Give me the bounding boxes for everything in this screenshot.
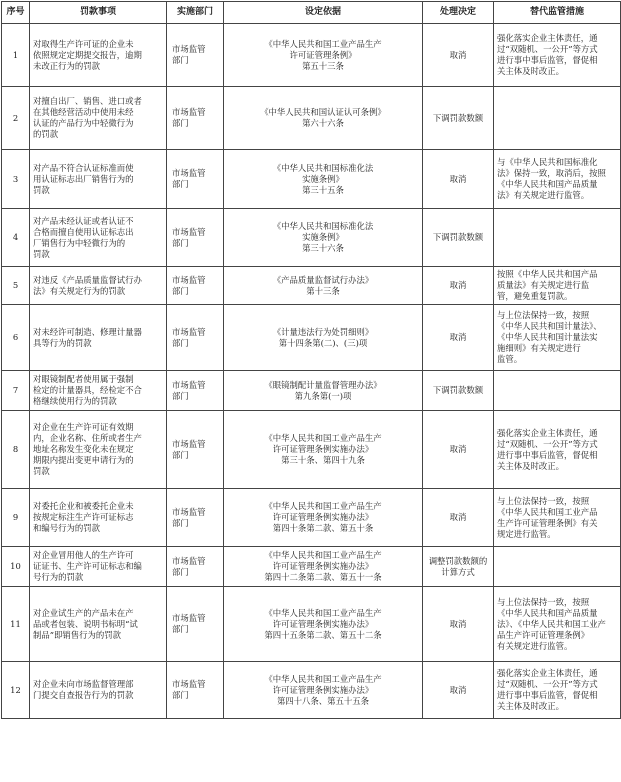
cell-no: 12 (2, 662, 30, 719)
cell-decision-line: 取消 (449, 173, 467, 184)
cell-measure-line: 与《中华人民共和国标准化 (497, 157, 598, 167)
cell-dept-line: 部门 (172, 179, 189, 189)
cell-dept (167, 547, 224, 587)
cell-dept-line: 部门 (172, 624, 189, 634)
table-row (2, 150, 621, 209)
cell-basis-line: 许可证管理条例实施办法》 (272, 561, 374, 571)
cell-measure (494, 662, 621, 719)
cell-basis-line: 《中华人民共和国工业产品生产 (264, 607, 382, 618)
cell-item-line: 内，企业名称、住所或者生产 (33, 433, 142, 443)
cell-basis-line: 《中华人民共和国工业产品生产 (264, 673, 382, 684)
cell-item (30, 411, 167, 489)
cell-basis-line: 许可证管理条例实施办法》 (272, 512, 374, 522)
cell-measure (494, 305, 621, 371)
cell-basis (224, 150, 423, 209)
cell-item (30, 267, 167, 305)
cell-no: 9 (2, 489, 30, 547)
cell-decision (423, 150, 494, 209)
cell-no: 7 (2, 371, 30, 411)
cell-measure-line: 施细则》有关规定进行 (497, 343, 581, 353)
cell-item-line: 对产品未经认证或者认证不 (33, 215, 134, 226)
cell-measure-line: 规定进行监管。 (497, 528, 556, 539)
cell-measure-line: 《中华人民共和国计量法》、 (497, 321, 602, 331)
cell-decision (423, 24, 494, 87)
cell-decision-line: 取消 (449, 618, 467, 629)
cell-item-line: 对取得生产许可证的企业未 (33, 38, 134, 49)
cell-dept-line: 市场监管 (172, 506, 206, 517)
cell-decision-line: 计算方式 (441, 566, 475, 577)
cell-item (30, 547, 167, 587)
cell-measure-line: 《中华人民共和国计量法实 (497, 332, 598, 342)
cell-item (30, 371, 167, 411)
cell-item-line: 对擅自出厂、销售、进口或者 (33, 96, 142, 106)
cell-item-line: 在其他经营活动中使用未经 (33, 107, 134, 117)
cell-dept-line: 部门 (172, 449, 189, 460)
cell-basis-line: 《产品质量监督试行办法》 (272, 274, 374, 285)
cell-measure-line: 与上位法保持一致，按照 (497, 596, 590, 607)
cell-dept-line: 部门 (172, 55, 189, 65)
cell-decision-line: 取消 (449, 444, 467, 454)
cell-measure-line: 有关规定进行监管。 (497, 640, 573, 651)
cell-decision-line: 调整罚款数额的 (428, 555, 488, 566)
cell-item-line: 格继续使用行为的罚款 (33, 396, 117, 406)
cell-item-line: 依照规定定期提交报告，逾期 (33, 49, 142, 60)
table-row (2, 305, 621, 371)
cell-item-line: 对违反《产品质量监督试行办 (33, 274, 142, 285)
cell-measure (494, 209, 621, 267)
cell-measure (494, 489, 621, 547)
cell-dept-line: 部门 (172, 390, 189, 401)
cell-basis-line: 第四十二条第二款、第五十一条 (264, 572, 382, 582)
cell-decision (423, 267, 494, 305)
cell-decision-line: 取消 (449, 280, 467, 290)
cell-item (30, 87, 167, 150)
cell-measure-line: 与上位法保持一致，按照 (497, 495, 590, 506)
cell-dept-line: 市场监管 (172, 679, 206, 689)
cell-item-line: 罚款 (33, 466, 50, 476)
cell-basis-line: 第三十五条 (302, 184, 344, 195)
cell-basis (224, 209, 423, 267)
cell-measure-line: 进行事中事后监管，督促相 (497, 449, 598, 460)
cell-item-line: 期限内提出变更申请行为的 (33, 455, 134, 465)
cell-decision-line: 下调罚款数额 (432, 112, 484, 123)
cell-basis-line: 《眼镜制配计量监督管理办法》 (264, 379, 382, 390)
cell-basis-line: 第六十六条 (302, 118, 344, 128)
cell-measure (494, 150, 621, 209)
cell-measure-line: 监管。 (497, 354, 523, 364)
cell-basis-line: 第十四条第(二)、(三)项 (278, 337, 368, 348)
cell-decision-line: 取消 (449, 684, 467, 695)
cell-item-line: 和编号行为的罚款 (33, 523, 100, 533)
cell-basis-line: 第九条第(一)项 (294, 390, 352, 401)
cell-measure-line: 过“双随机、一公开”等方式 (497, 438, 598, 449)
cell-dept-line: 市场监管 (172, 438, 206, 449)
cell-dept-line: 市场监管 (172, 274, 206, 285)
cell-decision (423, 87, 494, 150)
cell-measure-line: 进行事中事后监管，督促相 (497, 55, 598, 65)
cell-basis-line: 第十三条 (306, 285, 340, 296)
cell-basis-line: 《中华人民共和国工业产品生产 (264, 550, 382, 560)
cell-measure-line: 法》有关规定进行监管。 (497, 190, 590, 200)
cell-measure-line: 质量法》有关规定进行监 (497, 280, 590, 290)
cell-item-line: 合格而擅自使用认证标志出 (33, 226, 134, 237)
cell-basis-line: 第四十五条第二款、第五十二条 (264, 629, 382, 640)
header-decision: 处理决定 (423, 2, 494, 24)
cell-item-line: 证证书、生产许可证标志和编 (33, 561, 142, 571)
cell-basis-line: 实施条例》 (302, 232, 344, 242)
cell-basis (224, 267, 423, 305)
cell-item-line: 厂销售行为中轻微行为的 (33, 237, 126, 248)
cell-item-line: 对眼镜制配者使用属于强制 (33, 374, 134, 384)
cell-basis-line: 《中华人民共和国工业产品生产 (264, 38, 382, 49)
table-row (2, 662, 621, 719)
cell-dept (167, 150, 224, 209)
cell-measure (494, 24, 621, 87)
cell-measure (494, 371, 621, 411)
cell-measure-line: 《中华人民共和国工业产品 (497, 506, 598, 517)
table-row (2, 267, 621, 305)
cell-decision (423, 209, 494, 267)
cell-measure-line: 法》、《中华人民共和国工业产 (497, 618, 606, 629)
cell-decision-line: 取消 (449, 512, 467, 522)
cell-item (30, 662, 167, 719)
penalty-table (1, 1, 621, 719)
cell-item-line: 罚款 (33, 248, 50, 259)
cell-measure-line: 过“双随机、一公开”等方式 (497, 44, 598, 54)
cell-basis-line: 《计量违法行为处罚细则》 (272, 326, 374, 337)
cell-item-line: 对产品不符合认证标准而使 (33, 162, 134, 173)
cell-dept-line: 市场监管 (172, 107, 206, 117)
table-row (2, 24, 621, 87)
cell-basis (224, 587, 423, 662)
cell-measure-line: 强化落实企业主体责任，通 (497, 668, 598, 678)
cell-item-line: 按规定标注生产许可证标志 (33, 512, 134, 522)
cell-no: 11 (2, 587, 30, 662)
cell-measure-line: 品生产许可证管理条例》 (497, 629, 590, 640)
cell-item-line: 号行为的罚款 (33, 572, 84, 582)
cell-dept (167, 267, 224, 305)
header-no: 序号 (2, 2, 30, 24)
cell-no: 3 (2, 150, 30, 209)
table-row (2, 489, 621, 547)
cell-dept (167, 24, 224, 87)
cell-basis-line: 《中华人民共和国工业产品生产 (264, 433, 382, 443)
cell-item (30, 587, 167, 662)
cell-dept (167, 371, 224, 411)
cell-dept-line: 部门 (172, 237, 189, 248)
cell-decision (423, 411, 494, 489)
table-row (2, 587, 621, 662)
cell-measure-line: 关主体及时改正。 (497, 66, 564, 76)
cell-measure (494, 547, 621, 587)
cell-no: 10 (2, 547, 30, 587)
cell-measure (494, 411, 621, 489)
table-row (2, 371, 621, 411)
table-row (2, 411, 621, 489)
cell-item-line: 具等行为的罚款 (33, 337, 92, 348)
cell-basis-line: 许可证管理条例实施办法》 (272, 444, 374, 454)
cell-basis-line: 许可证管理条例》 (289, 49, 357, 60)
cell-measure-line: 强化落实企业主体责任，通 (497, 33, 598, 43)
cell-measure-line: 与上位法保持一致，按照 (497, 310, 590, 320)
cell-dept-line: 市场监管 (172, 226, 206, 237)
cell-dept-line: 部门 (172, 285, 189, 296)
cell-item-line: 对企业未向市场监督管理部 (33, 679, 134, 689)
cell-basis-line: 第四十八条、第五十五条 (276, 695, 370, 706)
cell-dept-line: 部门 (172, 337, 189, 348)
cell-dept (167, 209, 224, 267)
cell-dept-line: 市场监管 (172, 555, 206, 566)
cell-dept-line: 市场监管 (172, 379, 206, 390)
cell-basis-line: 第五十三条 (302, 60, 344, 71)
cell-decision-line: 取消 (449, 49, 467, 60)
cell-measure-line: 关主体及时改正。 (497, 460, 564, 471)
table-header-row (2, 2, 621, 24)
header-item: 罚款事项 (30, 2, 167, 24)
cell-no: 6 (2, 305, 30, 371)
cell-dept (167, 662, 224, 719)
cell-basis (224, 489, 423, 547)
cell-item-line: 认证的产品行为中轻微行为 (33, 118, 134, 128)
cell-decision (423, 547, 494, 587)
cell-decision-line: 下调罚款数额 (432, 232, 484, 242)
cell-measure (494, 587, 621, 662)
cell-measure (494, 87, 621, 150)
cell-basis-line: 实施条例》 (302, 173, 344, 184)
cell-basis-line: 第三十六条 (302, 243, 344, 253)
table-row (2, 87, 621, 150)
cell-item-line: 对企业在生产许可证有效期 (33, 422, 134, 432)
cell-basis-line: 许可证管理条例实施办法》 (272, 684, 374, 695)
cell-basis (224, 87, 423, 150)
cell-item (30, 305, 167, 371)
table-row (2, 547, 621, 587)
cell-item-line: 品或者包装、说明书标明“试 (33, 618, 138, 629)
cell-item (30, 24, 167, 87)
cell-no: 2 (2, 87, 30, 150)
cell-no: 1 (2, 24, 30, 87)
cell-dept-line: 市场监管 (172, 613, 206, 623)
cell-no: 8 (2, 411, 30, 489)
cell-basis (224, 371, 423, 411)
cell-item-line: 用认证标志出厂销售行为的 (33, 173, 134, 184)
cell-basis-line: 《中华人民共和国标准化法 (272, 162, 374, 173)
cell-decision (423, 587, 494, 662)
cell-dept (167, 587, 224, 662)
cell-dept-line: 市场监管 (172, 326, 206, 337)
cell-measure-line: 进行事中事后监管，督促相 (497, 690, 598, 700)
cell-item-line: 对企业试生产的产品未在产 (33, 607, 134, 618)
cell-dept-line: 部门 (172, 118, 189, 128)
cell-no: 5 (2, 267, 30, 305)
table-body (2, 24, 621, 719)
cell-dept (167, 305, 224, 371)
cell-basis (224, 662, 423, 719)
cell-basis-line: 《中华人民共和国认证认可条例》 (260, 107, 386, 117)
cell-decision-line: 下调罚款数额 (432, 385, 484, 395)
cell-basis-line: 《中华人民共和国工业产品生产 (264, 501, 382, 511)
cell-item-line: 对委托企业和被委托企业未 (33, 501, 134, 511)
cell-dept-line: 部门 (172, 690, 189, 700)
cell-item (30, 209, 167, 267)
cell-measure-line: 强化落实企业主体责任，通 (497, 427, 598, 438)
cell-basis-line: 第四十条第二款、第五十条 (272, 523, 374, 533)
cell-measure-line: 关主体及时改正。 (497, 701, 564, 711)
cell-dept-line: 部门 (172, 566, 189, 577)
cell-item-line: 门提交自查报告行为的罚款 (33, 690, 134, 700)
cell-dept (167, 411, 224, 489)
cell-measure-line: 过“双随机、一公开”等方式 (497, 679, 598, 689)
cell-basis (224, 411, 423, 489)
cell-basis-line: 第三十条、第四十九条 (281, 455, 365, 465)
cell-item-line: 罚款 (33, 184, 50, 195)
cell-item-line: 对未经许可制造、修理计量器 (33, 326, 142, 337)
cell-item-line: 未改正行为的罚款 (33, 60, 100, 71)
cell-item-line: 的罚款 (33, 129, 59, 139)
cell-measure-line: 《中华人民共和国产品质量 (497, 179, 598, 189)
cell-basis (224, 305, 423, 371)
cell-dept-line: 部门 (172, 517, 189, 528)
header-basis: 设定依据 (224, 2, 423, 24)
header-measure: 替代监管措施 (494, 2, 621, 24)
cell-measure-line: 管，避免重复罚款。 (497, 291, 573, 301)
cell-measure-line: 法》保持一致，取消后，按照 (497, 168, 606, 178)
cell-basis (224, 24, 423, 87)
cell-item-line: 对企业冒用他人的生产许可 (33, 550, 134, 560)
cell-item-line: 地址名称发生变化未在规定 (33, 444, 134, 454)
cell-basis-line: 许可证管理条例实施办法》 (272, 618, 374, 629)
header-dept: 实施部门 (167, 2, 224, 24)
cell-item (30, 150, 167, 209)
cell-item-line: 法》有关规定行为的罚款 (33, 285, 126, 296)
cell-decision (423, 489, 494, 547)
table-row (2, 209, 621, 267)
cell-basis (224, 547, 423, 587)
cell-measure-line: 按照《中华人民共和国产品 (497, 269, 598, 279)
cell-dept-line: 市场监管 (172, 168, 206, 178)
cell-decision (423, 371, 494, 411)
cell-no: 4 (2, 209, 30, 267)
cell-item (30, 489, 167, 547)
cell-decision (423, 662, 494, 719)
cell-item-line: 检定的计量器具，经检定不合 (33, 385, 142, 395)
cell-measure-line: 生产许可证管理条例》有关 (497, 517, 598, 528)
cell-measure (494, 267, 621, 305)
cell-basis-line: 《中华人民共和国标准化法 (272, 221, 374, 231)
cell-decision-line: 取消 (449, 332, 467, 342)
cell-dept (167, 87, 224, 150)
cell-decision (423, 305, 494, 371)
cell-dept (167, 489, 224, 547)
cell-dept-line: 市场监管 (172, 44, 206, 54)
cell-measure-line: 《中华人民共和国产品质量 (497, 607, 598, 618)
cell-item-line: 制品”即销售行为的罚款 (33, 629, 122, 640)
